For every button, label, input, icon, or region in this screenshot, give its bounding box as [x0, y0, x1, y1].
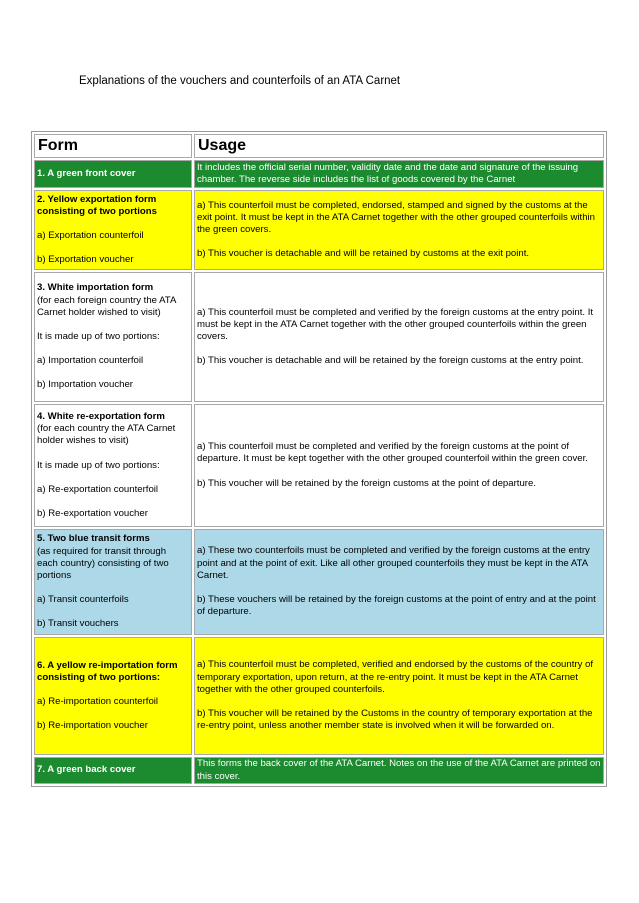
form-title: 4. White re-exportation form [37, 410, 165, 422]
usage-cell [194, 404, 604, 527]
usage-text: a) These two counterfoils must be completed and verified by the foreign customs at the entry point and at the point of exit. Like all other grouped counterfoils they must be kept in the ATA Carnet. [197, 545, 590, 581]
usage-text: It includes the official serial number, validity date and the date and signature of the issuing chamber. The reverse side includes the list of goods covered by the Carnet [197, 161, 579, 185]
form-part: a) Re-importation counterfoil [37, 696, 159, 707]
form-part: a) Importation counterfoil [37, 355, 144, 367]
form-cell [34, 160, 192, 188]
usage-cell [194, 160, 604, 188]
form-cell [34, 637, 192, 755]
usage-text: b) This voucher is detachable and will be retained by the foreign customs at the entry point. [197, 355, 584, 367]
form-subtitle: (as required for transit through each country) consisting of two portions [37, 545, 169, 581]
usage-text: a) This counterfoil must be completed and verified by the foreign customs at the entry point. It must be kept in the ATA Carnet together with the other grouped counterfoils within the green covers. [197, 306, 594, 342]
usage-text: b) This voucher will be retained by the foreign customs at the point of departure. [197, 477, 536, 489]
form-cell [34, 272, 192, 402]
table-row-yellow-re-importation [34, 637, 604, 755]
form-cell [34, 190, 192, 270]
form-column-header: Form [34, 134, 192, 158]
usage-text: This forms the back cover of the ATA Carnet. Notes on the use of the ATA Carnet are printed on this cover. [197, 758, 601, 782]
form-part: b) Transit vouchers [37, 618, 119, 630]
table-row-green-back-cover [34, 757, 604, 784]
form-part: b) Re-exportation voucher [37, 507, 148, 519]
usage-text: a) This counterfoil must be completed, verified and endorsed by the customs of the country of temporary exportation, upon return, at the re-entry point. It must be kept in the ATA Carnet together with the other grouped counterfoils. [197, 659, 594, 695]
form-subtitle: (for each country the ATA Carnet holder wishes to visit) [37, 423, 176, 447]
form-title: 7. A green back cover [37, 764, 136, 776]
usage-column-header: Usage [194, 134, 604, 158]
form-title: 1. A green front cover [37, 167, 136, 179]
usage-text: b) These vouchers will be retained by the foreign customs at the point of entry and at the point of departure. [197, 594, 596, 618]
document-title: Explanations of the vouchers and counterfoils of an ATA Carnet [79, 75, 401, 87]
usage-text: b) This voucher will be retained by the Customs in the country of temporary exportation at the re-entry point, unless another member state is involved when it will be forwarded on. [197, 708, 593, 732]
form-part: b) Re-importation voucher [37, 720, 148, 732]
usage-cell [194, 190, 604, 270]
form-intro: It is made up of two portions: [37, 459, 160, 471]
table-row-white-importation [34, 272, 604, 402]
form-title: 3. White importation form [37, 282, 154, 294]
table-row-green-front-cover [34, 160, 604, 188]
form-part: b) Exportation voucher [37, 254, 134, 266]
form-part: a) Transit counterfoils [37, 594, 129, 606]
ata-carnet-table [31, 131, 607, 787]
usage-cell [194, 637, 604, 755]
form-part: a) Re-exportation counterfoil [37, 483, 159, 495]
usage-text: b) This voucher is detachable and will be retained by customs at the exit point. [197, 248, 530, 260]
form-cell [34, 404, 192, 527]
form-cell [34, 529, 192, 635]
table-row-white-re-exportation [34, 404, 604, 527]
usage-text: a) This counterfoil must be completed, endorsed, stamped and signed by the customs at the exit point. It must be kept in the ATA Carnet together with the other grouped counterfoils within the green covers. [197, 199, 596, 235]
form-title: 6. A yellow re-importation form consisting of two portions: [37, 659, 178, 683]
table-header-row [34, 134, 604, 158]
usage-text: a) This counterfoil must be completed and verified by the foreign customs at the point of departure. It must be kept together with the other grouped counterfoil within the green cover. [197, 441, 588, 465]
form-title: 2. Yellow exportation form consisting of two portions [37, 193, 157, 217]
form-title: 5. Two blue transit forms [37, 533, 150, 545]
usage-cell [194, 272, 604, 402]
table-row-yellow-exportation [34, 190, 604, 270]
usage-cell [194, 757, 604, 784]
usage-cell [194, 529, 604, 635]
form-part: a) Exportation counterfoil [37, 230, 144, 241]
table-row-blue-transit [34, 529, 604, 635]
form-cell [34, 757, 192, 784]
form-part: b) Importation voucher [37, 379, 133, 391]
form-subtitle: (for each foreign country the ATA Carnet holder wished to visit) [37, 294, 176, 318]
form-intro: It is made up of two portions: [37, 331, 160, 342]
